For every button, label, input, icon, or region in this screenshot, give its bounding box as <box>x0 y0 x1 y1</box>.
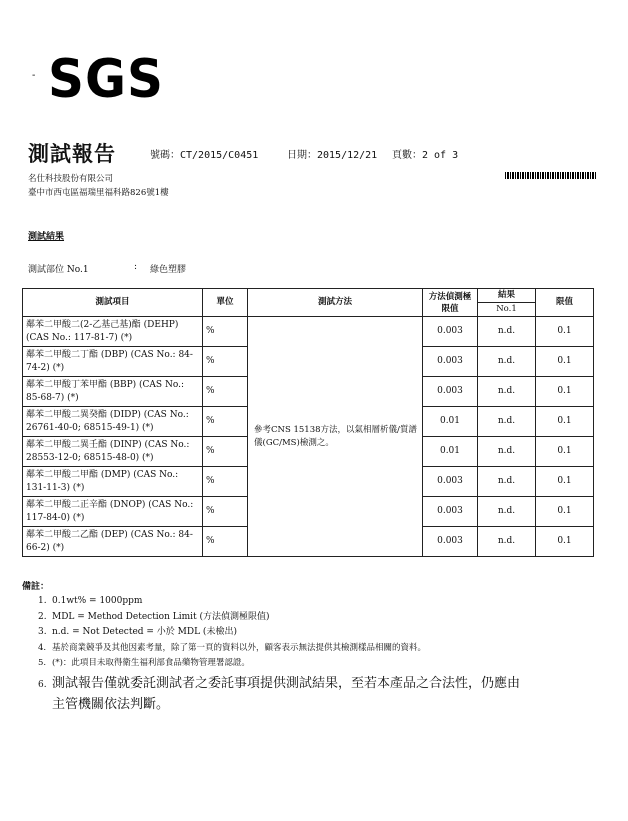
note-item <box>38 625 520 641</box>
note-item <box>38 641 520 657</box>
item-cell: 鄰苯二甲酸二異癸酯 (DIDP) (CAS No.: 26761-40-0; 68515-49-1) (*) <box>23 407 203 437</box>
unit-cell: % <box>203 437 248 467</box>
limit-cell: 0.1 <box>536 467 594 497</box>
result-cell: n.d. <box>478 527 536 557</box>
note-text: MDL = Method Detection Limit (方法偵測極限值) <box>52 611 270 622</box>
note-text-continued: 主管機關依法判斷。 <box>52 696 170 712</box>
client-address: 臺中市西屯區福瑞里福科路826號1樓 <box>28 188 169 198</box>
unit-cell: % <box>203 527 248 557</box>
test-part-colon: : <box>134 262 138 272</box>
item-cell: 鄰苯二甲酸二異壬酯 (DINP) (CAS No.: 28553-12-0; 68515-48-0) (*) <box>23 437 203 467</box>
note-number: 2. <box>38 611 47 622</box>
note-item <box>38 594 520 610</box>
header-limit: 限值 <box>536 289 594 317</box>
report-number: 號碼：CT/2015/C0451 <box>150 150 259 161</box>
limit-cell: 0.1 <box>536 437 594 467</box>
limit-cell: 0.1 <box>536 317 594 347</box>
notes-list <box>38 594 520 715</box>
header-result: 結果 <box>478 289 536 303</box>
unit-cell: % <box>203 467 248 497</box>
result-cell: n.d. <box>478 437 536 467</box>
result-cell: n.d. <box>478 317 536 347</box>
unit-cell: % <box>203 497 248 527</box>
header-method: 測試方法 <box>248 289 423 317</box>
mdl-cell: 0.003 <box>423 527 478 557</box>
barcode <box>505 172 597 179</box>
note-text: 測試報告僅就委託測試者之委託事項提供測試結果，至若本產品之合法性，仍應由 <box>52 675 521 691</box>
note-text: n.d. = Not Detected = 小於 MDL (未檢出) <box>52 627 237 637</box>
unit-cell: % <box>203 377 248 407</box>
item-cell: 鄰苯二甲酸二甲酯 (DMP) (CAS No.: 131-11-3) (*) <box>23 467 203 497</box>
mdl-cell: 0.003 <box>423 497 478 527</box>
note-item <box>38 656 520 672</box>
table-row <box>23 317 594 347</box>
result-cell: n.d. <box>478 497 536 527</box>
result-cell: n.d. <box>478 347 536 377</box>
result-cell: n.d. <box>478 377 536 407</box>
test-part-label: 測試部位 No.1 <box>28 265 89 275</box>
limit-cell: 0.1 <box>536 407 594 437</box>
note-text: 0.1wt% = 1000ppm <box>52 596 143 606</box>
sgs-logo: SGS <box>48 48 165 110</box>
mdl-cell: 0.003 <box>423 347 478 377</box>
limit-cell: 0.1 <box>536 377 594 407</box>
header-unit: 單位 <box>203 289 248 317</box>
header-result-sub: No.1 <box>478 303 536 317</box>
result-cell: n.d. <box>478 407 536 437</box>
report-date: 日期：2015/12/21 <box>287 150 378 161</box>
results-table <box>22 288 594 557</box>
unit-cell: % <box>203 347 248 377</box>
notes-heading: 備註： <box>22 582 50 592</box>
method-cell: 參考CNS 15138方法，以氣相層析儀/質譜儀(GC/MS)檢測之。 <box>248 317 423 557</box>
unit-cell: % <box>203 407 248 437</box>
logo-mark: - <box>32 70 36 81</box>
page-count: 頁數：2 of 3 <box>392 150 459 161</box>
header-mdl: 方法偵測極限值 <box>423 289 478 317</box>
mdl-cell: 0.01 <box>423 437 478 467</box>
note-number: 1. <box>38 596 47 606</box>
note-number: 3. <box>38 627 47 637</box>
client-company: 名仕科技股份有限公司 <box>28 174 114 184</box>
note-number: 6. <box>38 679 47 690</box>
item-cell: 鄰苯二甲酸丁苯甲酯 (BBP) (CAS No.: 85-68-7) (*) <box>23 377 203 407</box>
mdl-cell: 0.003 <box>423 317 478 347</box>
note-number: 4. <box>38 642 47 653</box>
note-text: (*)：此項目未取得衛生福利部食品藥物管理署認證。 <box>52 658 250 668</box>
result-cell: n.d. <box>478 467 536 497</box>
item-cell: 鄰苯二甲酸二乙酯 (DEP) (CAS No.: 84-66-2) (*) <box>23 527 203 557</box>
header-item: 測試項目 <box>23 289 203 317</box>
limit-cell: 0.1 <box>536 347 594 377</box>
section-heading: 測試結果 <box>28 232 65 242</box>
unit-cell: % <box>203 317 248 347</box>
note-number: 5. <box>38 658 47 668</box>
mdl-cell: 0.003 <box>423 377 478 407</box>
item-cell: 鄰苯二甲酸二正辛酯 (DNOP) (CAS No.: 117-84-0) (*) <box>23 497 203 527</box>
note-item <box>38 610 520 626</box>
mdl-cell: 0.01 <box>423 407 478 437</box>
report-title: 測試報告 <box>28 141 116 166</box>
item-cell: 鄰苯二甲酸二(2-乙基己基)酯 (DEHP) (CAS No.: 117-81-7) (*) <box>23 317 203 347</box>
test-part-value: 綠色塑膠 <box>150 265 187 275</box>
limit-cell: 0.1 <box>536 497 594 527</box>
limit-cell: 0.1 <box>536 527 594 557</box>
mdl-cell: 0.003 <box>423 467 478 497</box>
note-item <box>38 674 520 715</box>
note-text: 基於商業競爭及其他因素考量，除了第一頁的資料以外，顧客表示無法提供其檢測樣品相關的資料。 <box>52 642 427 653</box>
item-cell: 鄰苯二甲酸二丁酯 (DBP) (CAS No.: 84-74-2) (*) <box>23 347 203 377</box>
